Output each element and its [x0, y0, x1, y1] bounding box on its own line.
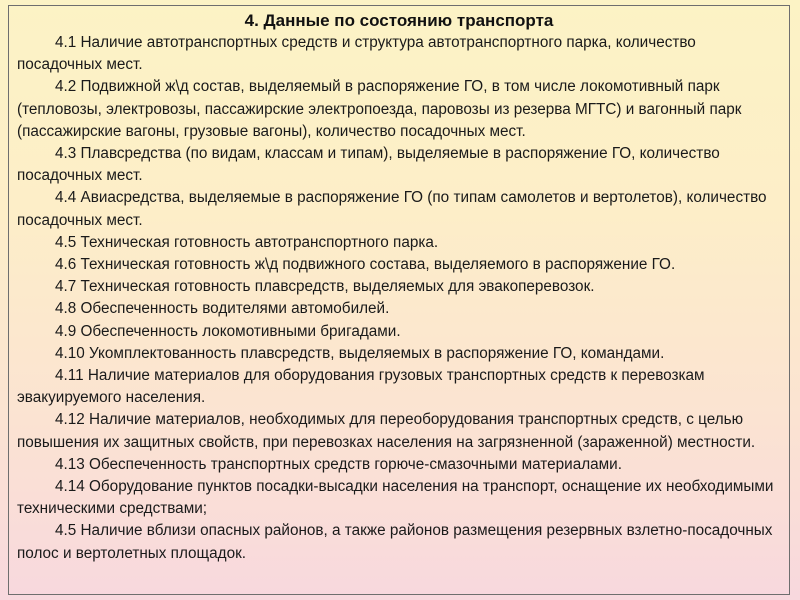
- page-title: 4. Данные по состоянию транспорта: [244, 11, 554, 30]
- list-item: 4.13 Обеспеченность транспортных средств горюче-смазочными материалами.: [55, 455, 622, 473]
- list-item: 4.11 Наличие материалов для оборудования грузовых транспортных средств к перевозкам эвакуируемого населения.: [17, 367, 705, 407]
- list-item: 4.7 Техническая готовность плавсредств, выделяемых для эвакоперевозок.: [55, 278, 595, 296]
- list-item: 4.10 Укомплектованность плавсредств, выделяемых в распоряжение ГО, командами.: [55, 344, 665, 362]
- list-item: 4.14 Оборудование пунктов посадки-высадки населения на транспорт, оснащение их необходимыми техническими средствами;: [17, 478, 774, 518]
- list-item: 4.1 Наличие автотранспортных средств и структура автотранспортного парка, количество посадочных мест.: [17, 34, 696, 74]
- list-item: 4.4 Авиасредства, выделяемые в распоряжение ГО (по типам самолетов и вертолетов), количество посадочных мест.: [17, 189, 767, 229]
- list-item: 4.9 Обеспеченность локомотивными бригадами.: [55, 322, 401, 340]
- list-item: 4.2 Подвижной ж\д состав, выделяемый в распоряжение ГО, в том числе локомотивный парк (тепловозы, электровозы, пассажирские электропоезда, паровозы из резерва МГТС) и вагонный парк (пассажирские вагоны, грузовые вагоны), количество посадочных мест.: [17, 78, 742, 140]
- list-item: 4.3 Плавсредства (по видам, классам и типам), выделяемые в распоряжение ГО, количество посадочных мест.: [17, 145, 720, 185]
- list-item: 4.8 Обеспеченность водителями автомобилей.: [55, 300, 390, 318]
- item-list: [17, 32, 781, 565]
- list-item: 4.12 Наличие материалов, необходимых для переоборудования транспортных средств, с целью повышения их защитных свойств, при перевозках населения на загрязненной (зараженной) местности.: [17, 411, 756, 451]
- list-item: 4.5 Техническая готовность автотранспортного парка.: [55, 233, 439, 251]
- list-item: 4.5 Наличие вблизи опасных районов, а также районов размещения резервных взлетно-посадочных полос и вертолетных площадок.: [17, 522, 773, 562]
- content-frame: [8, 5, 790, 595]
- list-item: 4.6 Техническая готовность ж\д подвижного состава, выделяемого в распоряжение ГО.: [55, 256, 676, 274]
